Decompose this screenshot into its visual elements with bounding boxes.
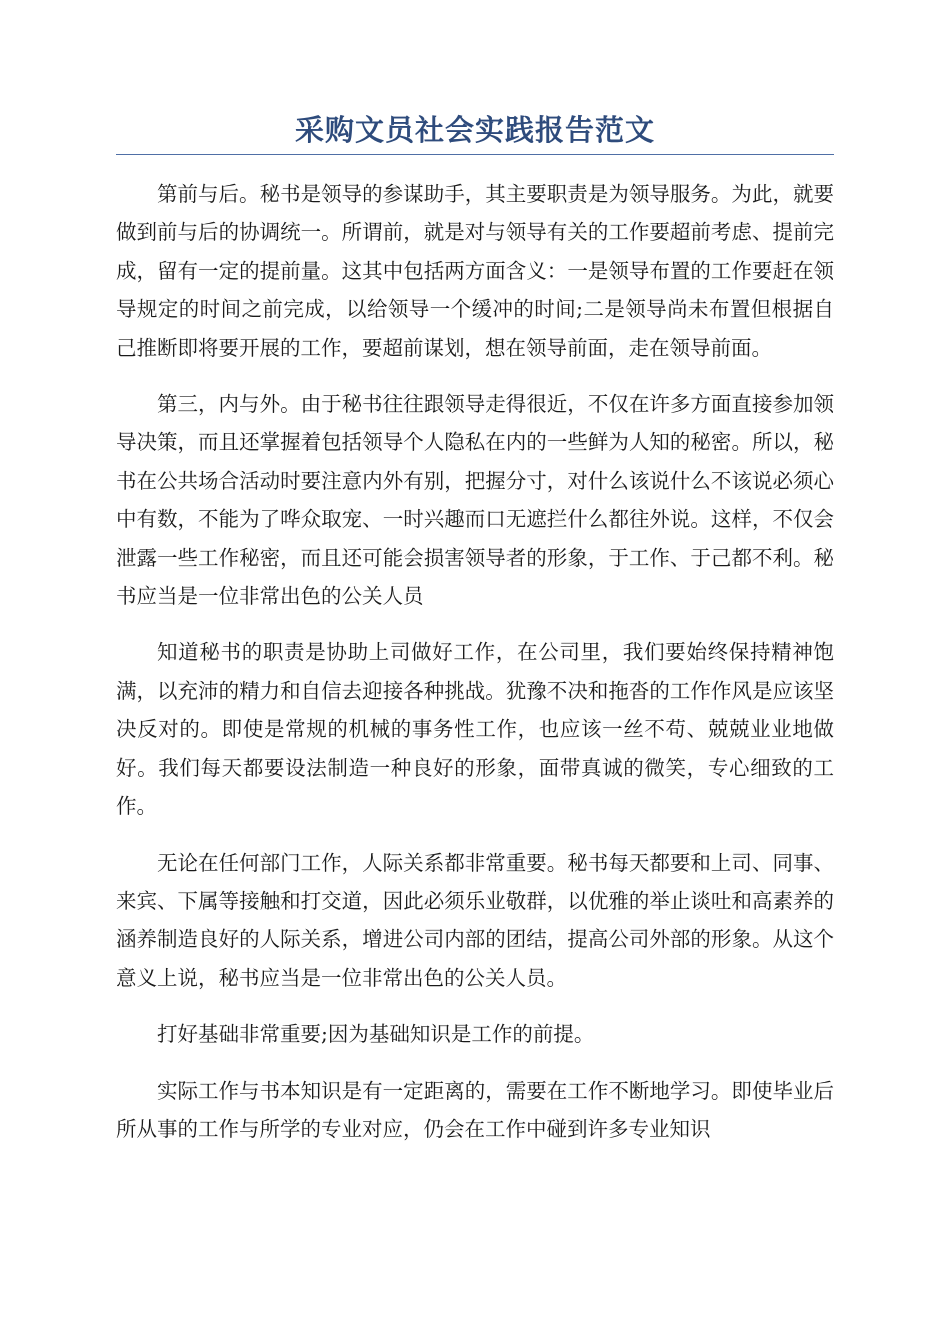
- paragraph-1: 第前与后。秘书是领导的参谋助手，其主要职责是为领导服务。为此，就要做到前与后的协调统一。所谓前，就是对与领导有关的工作要超前考虑、提前完成，留有一定的提前量。这其中包括两方面含义：一是领导布置的工作要赶在领导规定的时间之前完成，以给领导一个缓冲的时间;二是领导尚未布置但根据自己推断即将要开展的工作，要超前谋划，想在领导前面，走在领导前面。: [116, 182, 834, 360]
- paragraph-4: 无论在任何部门工作，人际关系都非常重要。秘书每天都要和上司、同事、来宾、下属等接触和打交道，因此必须乐业敬群，以优雅的举止谈吐和高素养的涵养制造良好的人际关系，增进公司内部的团结，提高公司外部的形象。从这个意义上说，秘书应当是一位非常出色的公关人员。: [116, 850, 834, 990]
- document-page: [116, 110, 834, 1166]
- title-underline: [116, 154, 834, 155]
- paragraph-2: 第三，内与外。由于秘书往往跟领导走得很近，不仅在许多方面直接参加领导决策，而且还掌握着包括领导个人隐私在内的一些鲜为人知的秘密。所以，秘书在公共场合活动时要注意内外有别，把握分寸，对什么该说什么不该说必须心中有数，不能为了哗众取宠、一时兴趣而口无遮拦什么都往外说。这样，不仅会泄露一些工作秘密，而且还可能会损害领导者的形象，于工作、于己都不利。秘书应当是一位非常出色的公关人员: [116, 392, 834, 609]
- document-title: 采购文员社会实践报告范文: [294, 113, 655, 147]
- paragraph-3: 知道秘书的职责是协助上司做好工作，在公司里，我们要始终保持精神饱满，以充沛的精力和自信去迎接各种挑战。犹豫不决和拖沓的工作作风是应该坚决反对的。即使是常规的机械的事务性工作，也应该一丝不苟、兢兢业业地做好。我们每天都要设法制造一种良好的形象，面带真诚的微笑，专心细致的工作。: [116, 640, 834, 819]
- paragraph-5: 打好基础非常重要;因为基础知识是工作的前提。: [157, 1022, 595, 1047]
- paragraph-6: 实际工作与书本知识是有一定距离的，需要在工作不断地学习。即使毕业后所从事的工作与所学的专业对应，仍会在工作中碰到许多专业知识: [116, 1078, 834, 1141]
